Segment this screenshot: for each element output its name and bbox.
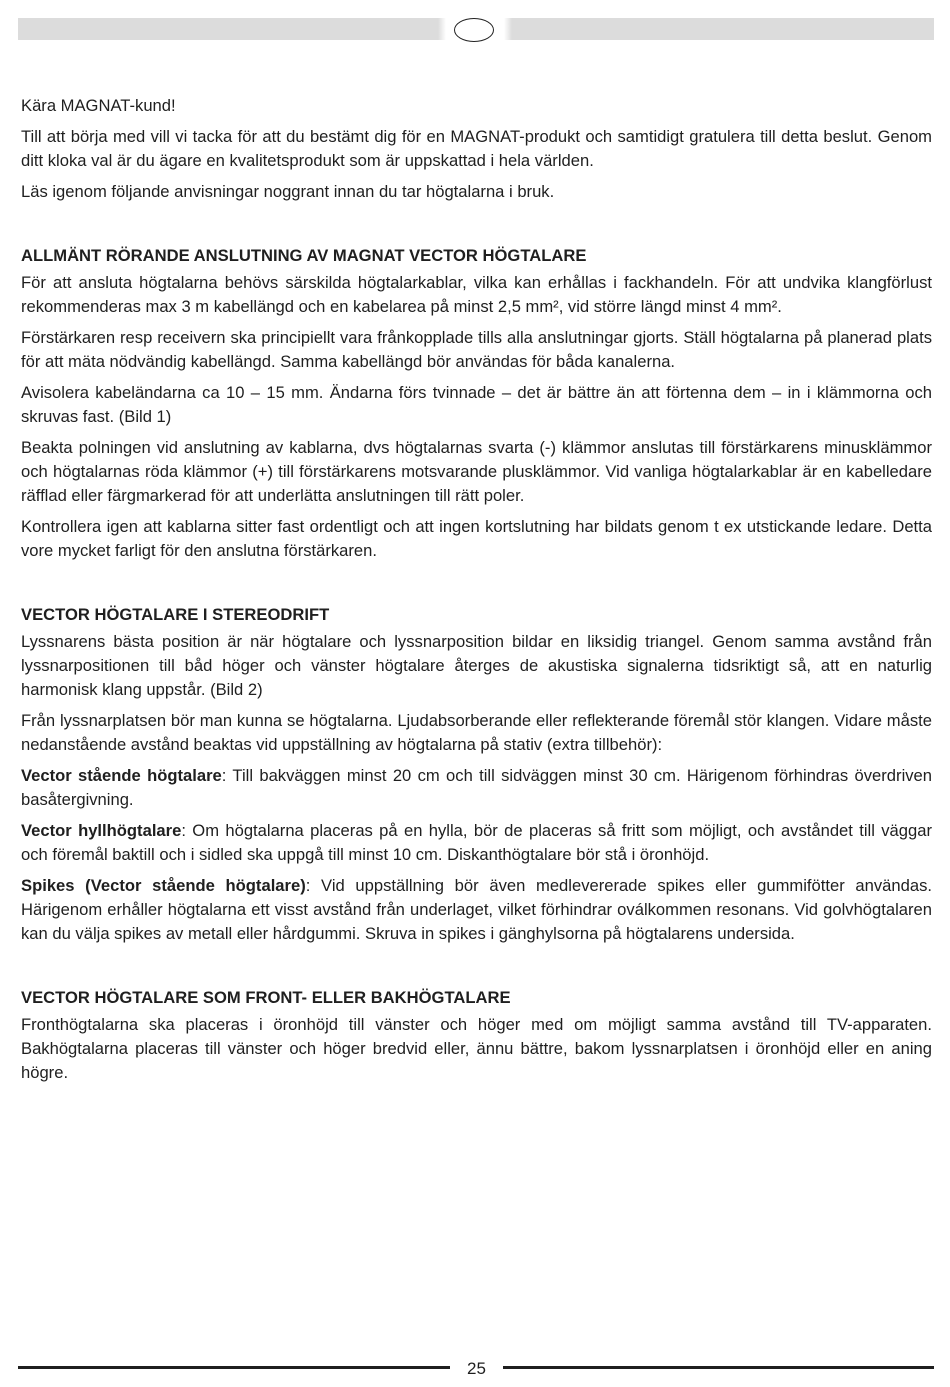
connection-paragraph-1: För att ansluta högtalarna behövs särskilda högtalarkablar, vilka kan erhållas i fackhandeln. För att undvika klangförlust rekommenderas max 3 m kabellängd och en kabelarea på minst 2,5 mm², vid större längd minst 4 mm².: [21, 273, 932, 316]
connection-paragraph-3: Avisolera kabeländarna ca 10 – 15 mm. Ändarna förs tvinnade – det är bättre än att förtenna dem – in i klämmorna och skruvas fast. (Bild 1): [21, 383, 932, 426]
stereo-item-floorstanding: Vector stående högtalare: Till bakväggen minst 20 cm och till sidväggen minst 30 cm. Härigenom förhindras överdriven basåtergivning.: [21, 766, 933, 809]
connection-paragraph-2: Förstärkaren resp receivern ska principiellt vara frånkopplade tills alla anslutningar gjorts. Ställ högtalarna på planerad plats för att mäta nödvändig kabellängd. Samma kabellängd bör användas för båda kanalerna.: [21, 328, 932, 371]
intro-paragraph-2: Läs igenom följande anvisningar noggrant innan du tar högtalarna i bruk.: [21, 182, 555, 201]
footer-rule-left: [18, 1366, 450, 1369]
section-heading-connection: ALLMÄNT RÖRANDE ANSLUTNING AV MAGNAT VECTOR HÖGTALARE: [21, 246, 587, 265]
header-bar-left: [18, 18, 438, 40]
document-body: [21, 94, 932, 1092]
stereo-paragraph-2: Från lyssnarplatsen bör man kunna se högtalarna. Ljudabsorberande eller reflekterande föremål stör klangen. Vidare måste nedanstående avstånd beaktas vid uppställning av högtalarna på stativ (extra tillbehör):: [21, 711, 932, 754]
connection-paragraph-4: Beakta polningen vid anslutning av kablarna, dvs högtalarnas svarta (-) klämmor anslutas till förstärkarens minusklämmor och högtalarnas röda klämmor (+) till förstärkarens motsvarande plusklämmor. Vid vanliga högtalarkablar är en kabelledare räfflad eller färgmarkerad för att underlätta anslutningen till rätt poler.: [21, 438, 932, 505]
footer-rule-right: [503, 1366, 934, 1369]
front-rear-paragraph-1: Fronthögtalarna ska placeras i öronhöjd till vänster och höger med om möjligt samma avstånd till TV-apparaten. Bakhögtalarna placeras till vänster och höger bredvid eller, ännu bättre, bakom lyssnarplatsen i öronhöjd eller en aning högre.: [21, 1015, 932, 1082]
stereo-item-spikes: Spikes (Vector stående högtalare): Vid uppställning bör även medlevererade spikes eller gummifötter användas. Härigenom erhåller högtalarna ett visst avstånd från underlaget, vilket förhindrar oválkommen resonans. Vid golvhögtalaren kan du välja spikes av metall eller hårdgummi. Skruva in spikes i gänghylsorna på högtalarens undersida.: [21, 876, 933, 943]
stereo-paragraph-1: Lyssnarens bästa position är när högtalare och lyssnarposition bildar en liksidig triangel. Genom samma avstånd från lyssnarpositionen till båd höger och vänster högtalare återges de akustiska signalerna tidsriktigt så, att en naturlig harmonisk klang uppstår. (Bild 2): [21, 632, 932, 699]
connection-paragraph-5: Kontrollera igen att kablarna sitter fast ordentligt och att ingen kortslutning har bildats genom t ex utstickande ledare. Detta vore mycket farligt för den anslutna förstärkaren.: [21, 517, 932, 560]
section-heading-front-rear: VECTOR HÖGTALARE SOM FRONT- ELLER BAKHÖGTALARE: [21, 988, 511, 1007]
language-badge: [454, 18, 494, 42]
page-number: 25: [467, 1359, 486, 1378]
term-bookshelf: Vector hyllhögtalare: [21, 821, 182, 840]
term-spikes: Spikes (Vector stående högtalare): [21, 876, 306, 895]
greeting: Kära MAGNAT-kund!: [21, 96, 176, 115]
intro-paragraph-1: Till att börja med vill vi tacka för att du bestämt dig för en MAGNAT-produkt och samtidigt gratulera till detta beslut. Genom ditt kloka val är du ägare en kvalitetsprodukt som är uppskattad i hela världen.: [21, 127, 932, 170]
term-floorstanding: Vector stående högtalare: [21, 766, 222, 785]
stereo-item-bookshelf: Vector hyllhögtalare: Om högtalarna placeras på en hylla, bör de placeras så fritt som möjligt, och avståndet till väggar och föremål baktill och i sidled ska uppgå till minst 10 cm. Diskanthögtalare bör stå i öronhöjd.: [21, 821, 932, 864]
section-heading-stereo: VECTOR HÖGTALARE I STEREODRIFT: [21, 605, 330, 624]
header-bar-fade-left: [438, 18, 446, 40]
header-bar-fade-right: [504, 18, 512, 40]
header-bar-right: [512, 18, 934, 40]
